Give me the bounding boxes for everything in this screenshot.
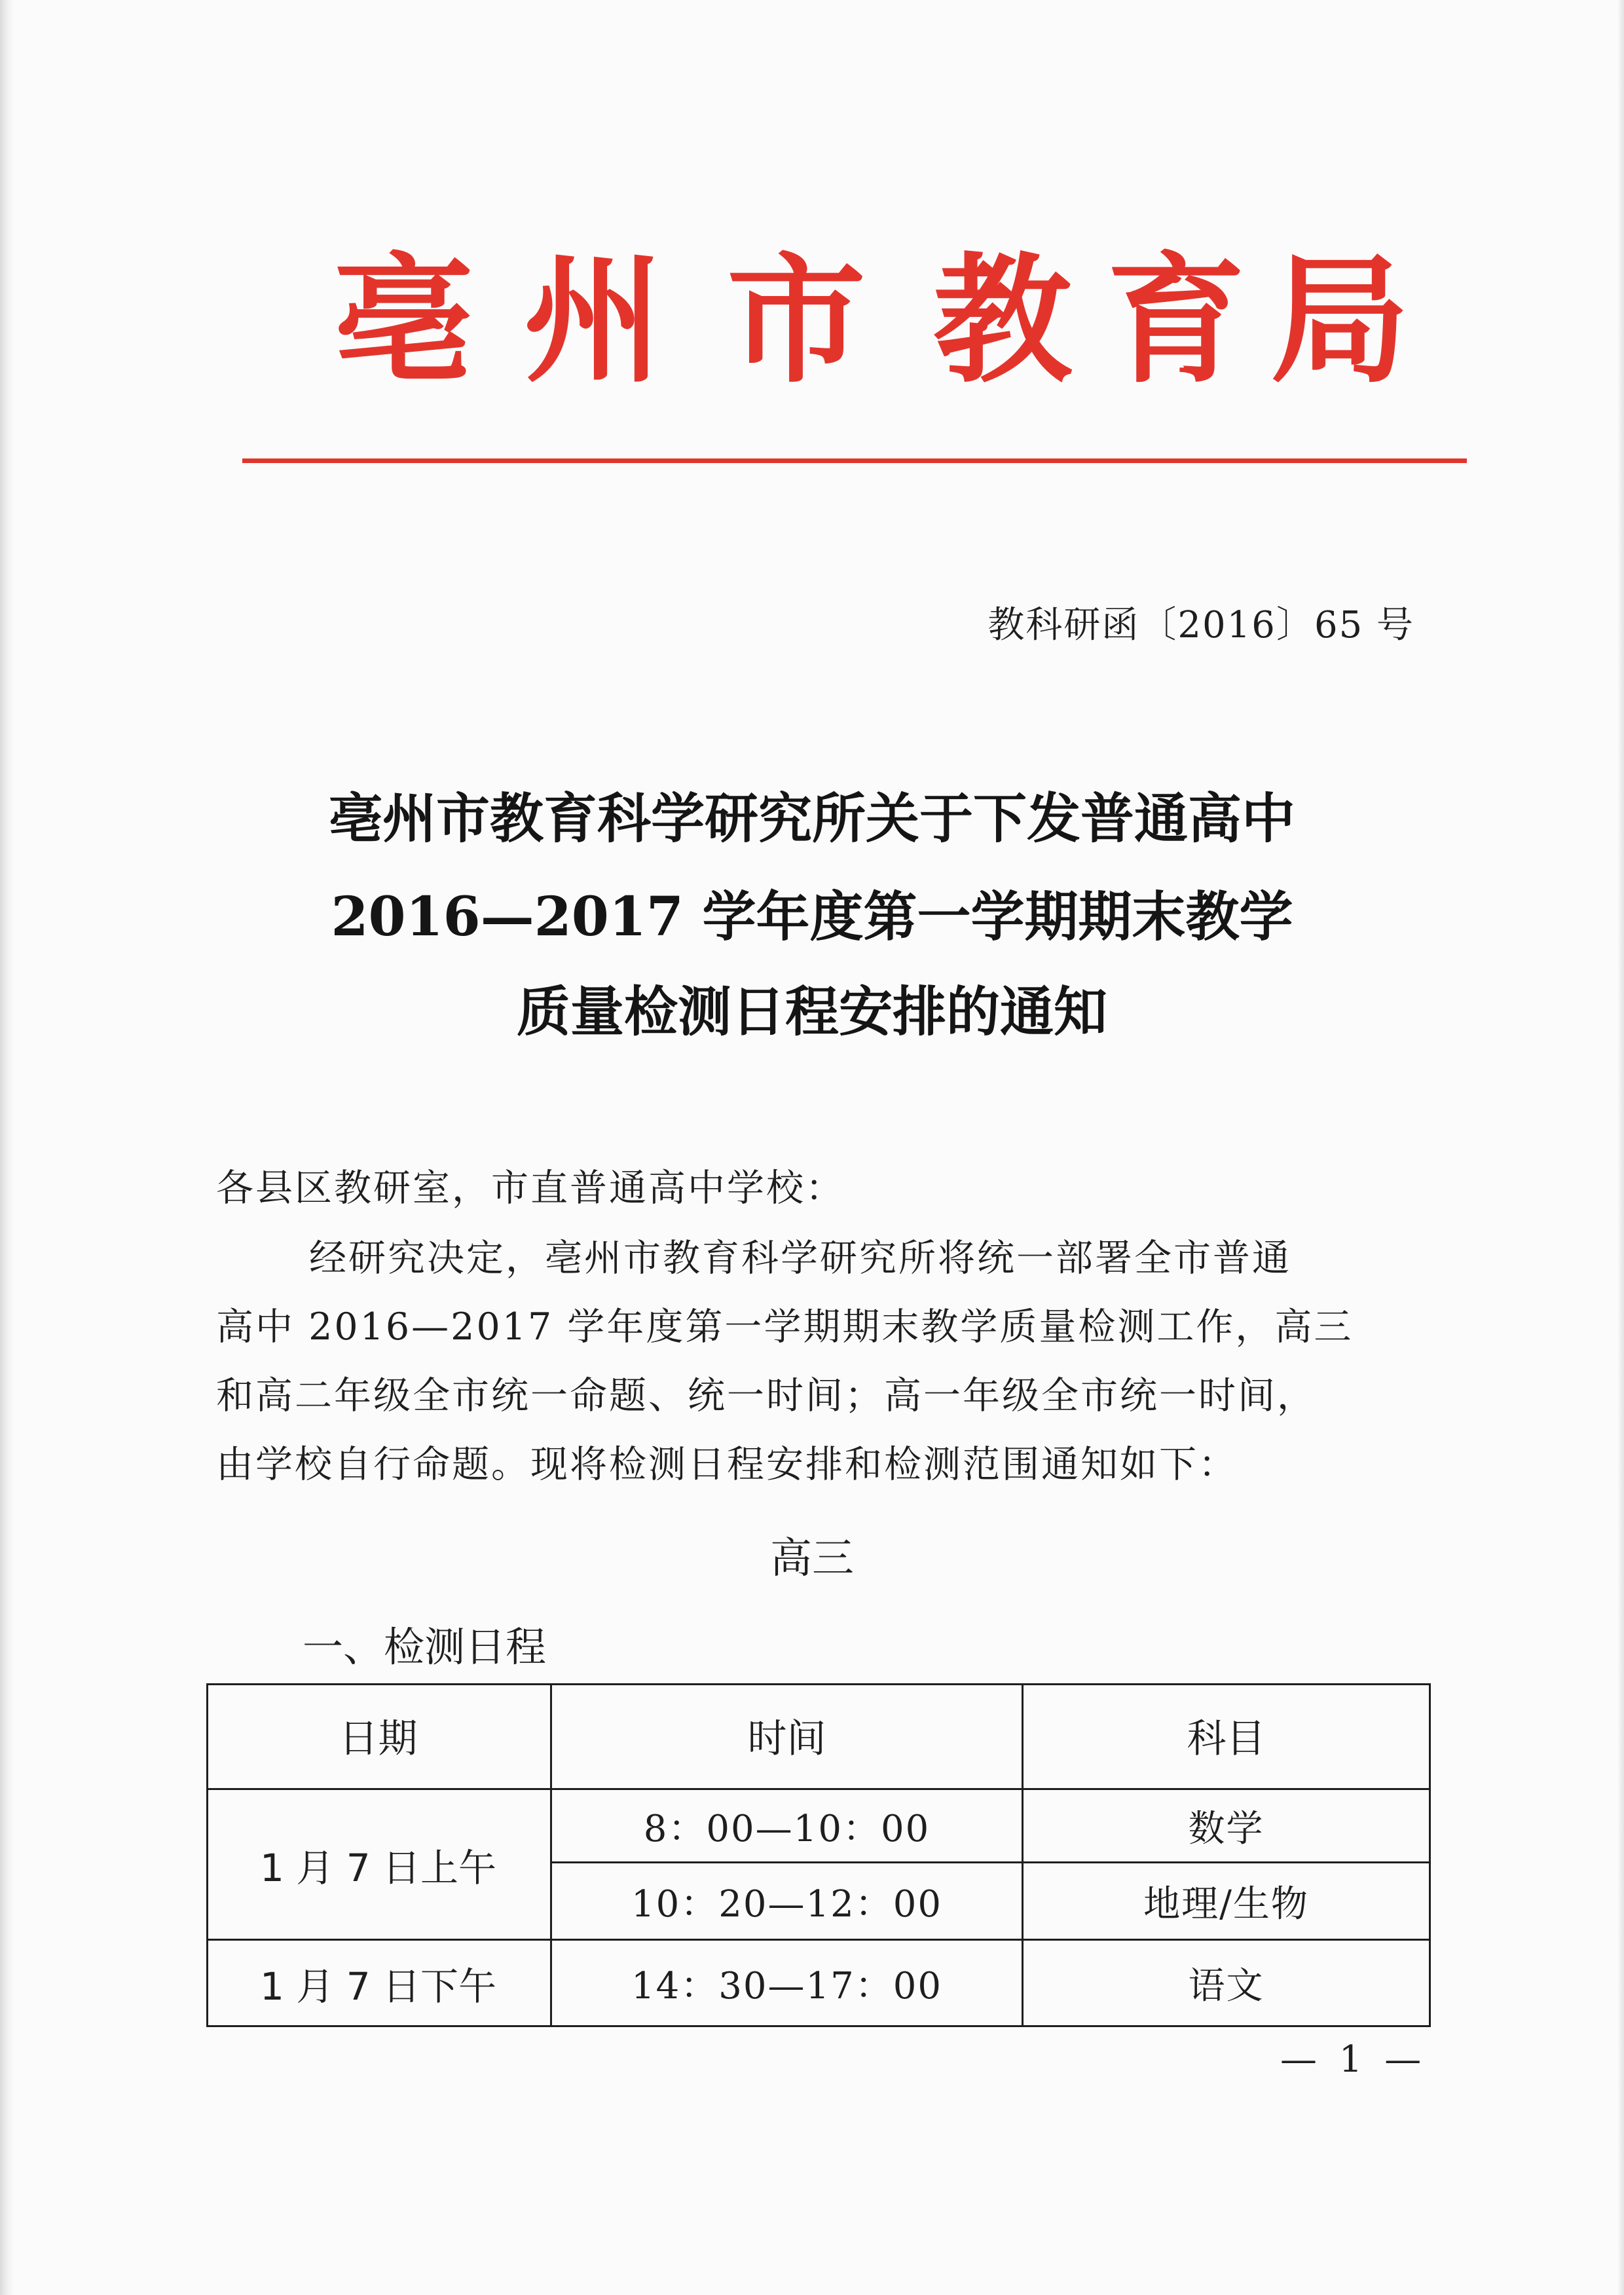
table-header-time: 时间: [747, 1716, 826, 1762]
masthead-char: 教: [933, 240, 1072, 401]
body-paragraph-line: 由学校自行命题。现将检测日程安排和检测范围通知如下：: [216, 1443, 1238, 1486]
masthead-char: 局: [1270, 240, 1409, 401]
table-cell-date: 1 月 7 日下午: [259, 1964, 497, 2009]
document-title-line-3: 质量检测日程安排的通知: [516, 980, 1107, 1043]
table-cell-subject: 语文: [1188, 1964, 1264, 2007]
red-divider-line: [242, 458, 1467, 463]
document-number: 教科研函〔2016〕65 号: [987, 604, 1414, 646]
document-title-line-2: 2016—2017 学年度第一学期期末教学: [331, 886, 1293, 948]
torn-left-edge: [0, 0, 14, 2295]
body-paragraph-line: 高中 2016—2017 学年度第一学期期末教学质量检测工作，高三: [216, 1305, 1354, 1349]
masthead-char: 市: [727, 240, 866, 401]
masthead-char: 亳: [334, 240, 473, 401]
body-paragraph-line: 经研究决定，亳州市教育科学研究所将统一部署全市普通: [309, 1237, 1291, 1280]
issuer-masthead: [308, 236, 1409, 406]
table-cell-subject: 地理/生物: [1143, 1882, 1309, 1926]
subsection-heading: 一、检测日程: [303, 1623, 547, 1671]
table-cell-subject: 数学: [1188, 1807, 1264, 1850]
section-title: 高三: [770, 1535, 854, 1583]
table-cell-time: 8：00—10：00: [643, 1807, 931, 1850]
salutation: 各县区教研室，市直普通高中学校：: [216, 1166, 845, 1210]
table-border: [206, 2025, 1431, 2027]
table-cell-date: 1 月 7 日上午: [259, 1845, 497, 1890]
schedule-table: [206, 1683, 1431, 2027]
right-edge: [1617, 0, 1624, 2295]
masthead-char: 州: [524, 240, 663, 401]
masthead-char: 育: [1107, 240, 1246, 401]
table-border: [1429, 1683, 1431, 2027]
table-header-subject: 科目: [1187, 1716, 1266, 1762]
table-cell-time: 14：30—17：00: [631, 1964, 943, 2007]
body-paragraph-line: 和高二年级全市统一命题、统一时间；高一年级全市统一时间，: [216, 1374, 1316, 1417]
table-header-date: 日期: [339, 1716, 418, 1762]
page-number: — 1 —: [1280, 2038, 1427, 2081]
document-title-line-1: 亳州市教育科学研究所关于下发普通高中: [328, 787, 1295, 850]
table-cell-time: 10：20—12：00: [631, 1882, 943, 1926]
